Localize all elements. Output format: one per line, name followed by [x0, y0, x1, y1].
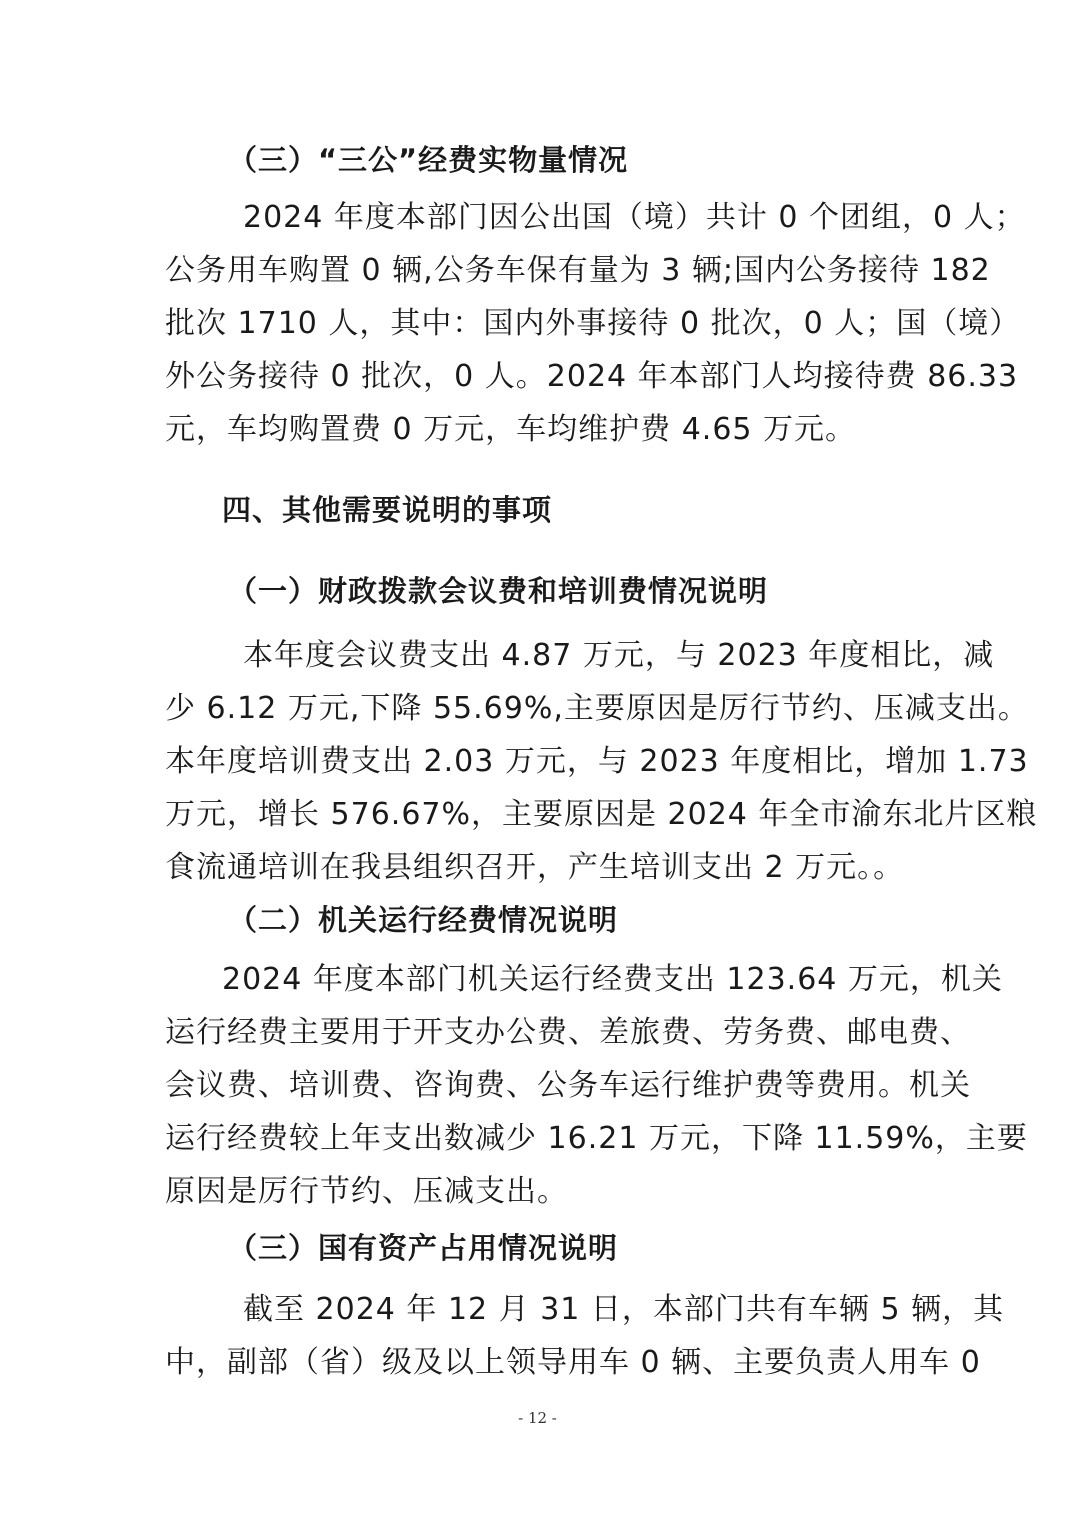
paragraph-line: 会议费、培训费、咨询费、公务车运行维护费等费用。机关: [165, 1068, 971, 1103]
paragraph-line: 批次 1710 人，其中：国内外事接待 0 批次，0 人；国（境）: [165, 306, 1021, 341]
paragraph-line: 截至 2024 年 12 月 31 日，本部门共有车辆 5 辆，其: [243, 1292, 1005, 1327]
section-heading-other-matters: 四、其他需要说明的事项: [222, 493, 553, 527]
paragraph-line: 本年度培训费支出 2.03 万元，与 2023 年度相比，增加 1.73: [165, 744, 1029, 779]
paragraph-line: 运行经费较上年支出数减少 16.21 万元，下降 11.59%，主要: [165, 1121, 1028, 1156]
paragraph-line: 外公务接待 0 批次，0 人。2024 年本部门人均接待费 86.33: [165, 359, 1019, 394]
paragraph-line: 元，车均购置费 0 万元，车均维护费 4.65 万元。: [165, 412, 857, 447]
paragraph-line: 2024 年度本部门机关运行经费支出 123.64 万元，机关: [222, 962, 1003, 997]
subsection-heading-operating-funds: （二）机关运行经费情况说明: [228, 903, 619, 937]
paragraph-line: 2024 年度本部门因公出国（境）共计 0 个团组，0 人；: [243, 200, 1026, 235]
paragraph-line: 运行经费主要用于开支办公费、差旅费、劳务费、邮电费、: [165, 1015, 971, 1050]
paragraph-line: 本年度会议费支出 4.87 万元，与 2023 年度相比，减: [243, 638, 995, 673]
paragraph-line: 原因是厉行节约、压减支出。: [165, 1174, 568, 1209]
page-number: - 12 -: [518, 1409, 557, 1427]
paragraph-line: 食流通培训在我县组织召开，产生培训支出 2 万元。。: [165, 850, 905, 885]
paragraph-line: 少 6.12 万元,下降 55.69%,主要原因是厉行节约、压减支出。: [165, 691, 1029, 726]
paragraph-line: 公务用车购置 0 辆,公务车保有量为 3 辆;国内公务接待 182: [165, 253, 991, 288]
subsection-heading-meeting-training: （一）财政拨款会议费和培训费情况说明: [228, 574, 769, 608]
paragraph-line: 中，副部（省）级及以上领导用车 0 辆、主要负责人用车 0: [165, 1345, 981, 1380]
section-heading-sangong: （三）“三公”经费实物量情况: [228, 143, 629, 177]
subsection-heading-state-assets: （三）国有资产占用情况说明: [228, 1231, 619, 1265]
paragraph-line: 万元，增长 576.67%，主要原因是 2024 年全市渝东北片区粮: [165, 797, 1038, 832]
